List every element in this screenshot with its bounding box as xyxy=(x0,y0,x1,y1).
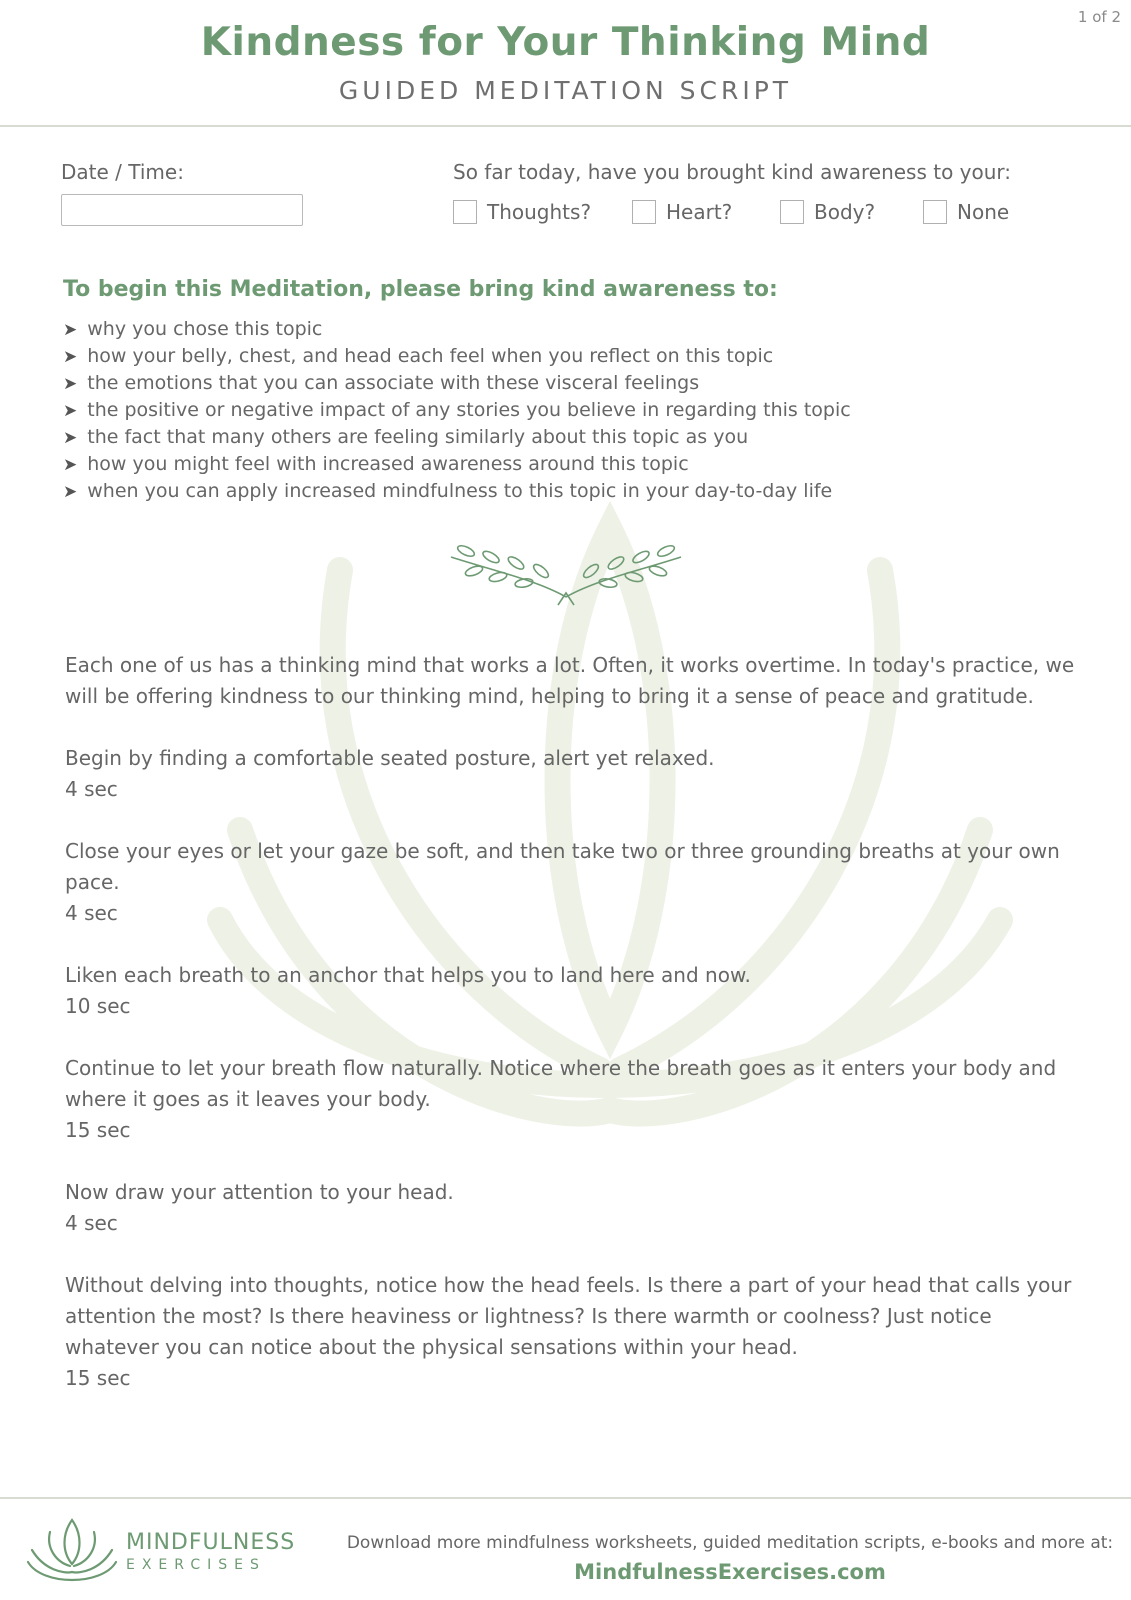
arrow-bullet-icon: ➤ xyxy=(63,455,78,475)
list-item: ➤ when you can apply increased mindfulness to this topic in your day-to-day life xyxy=(63,480,833,502)
checkbox-heart[interactable] xyxy=(632,200,732,224)
arrow-bullet-icon: ➤ xyxy=(63,401,78,421)
script-paragraph xyxy=(65,1053,1075,1146)
list-item: ➤ the emotions that you can associate with these visceral feelings xyxy=(63,372,700,394)
list-item: ➤ how your belly, chest, and head each feel when you reflect on this topic xyxy=(63,345,774,367)
pause-duration: 4 sec xyxy=(65,777,118,801)
arrow-bullet-icon: ➤ xyxy=(63,374,78,394)
script-text: Begin by finding a comfortable seated posture, alert yet relaxed. xyxy=(65,746,715,770)
script-text: Without delving into thoughts, notice how the head feels. Is there a part of your head that calls your attention the most? Is there heaviness or lightness? Is there warmth or coolness? Just notice whatever you can notice about the physical sensations within your head. xyxy=(65,1273,1072,1359)
checkbox-label: Heart? xyxy=(666,200,733,224)
footer-divider xyxy=(0,1497,1131,1499)
arrow-bullet-icon: ➤ xyxy=(63,482,78,502)
list-item: ➤ the fact that many others are feeling similarly about this topic as you xyxy=(63,426,749,448)
script-text: Each one of us has a thinking mind that works a lot. Often, it works overtime. In today's practice, we will be offering kindness to our thinking mind, helping to bring it a sense of peace and gratitude. xyxy=(65,653,1075,708)
page-indicator: 1 of 2 xyxy=(1077,8,1121,26)
checkbox-none[interactable] xyxy=(923,200,1009,224)
intro-heading: To begin this Meditation, please bring kind awareness to: xyxy=(63,277,778,302)
checkbox-box[interactable] xyxy=(453,200,477,224)
list-item: ➤ why you chose this topic xyxy=(63,318,323,340)
header-divider xyxy=(0,125,1131,127)
script-text: Now draw your attention to your head. xyxy=(65,1180,454,1204)
pause-duration: 15 sec xyxy=(65,1366,131,1390)
arrow-bullet-icon: ➤ xyxy=(63,320,78,340)
checkbox-box[interactable] xyxy=(632,200,656,224)
page-subtitle: GUIDED MEDITATION SCRIPT xyxy=(338,76,793,105)
script-text: Liken each breath to an anchor that helps you to land here and now. xyxy=(65,963,751,987)
awareness-question: So far today, have you brought kind awareness to your: xyxy=(453,160,1012,184)
checkbox-label: Thoughts? xyxy=(487,200,592,224)
script-text: Continue to let your breath flow naturally. Notice where the breath goes as it enters your body and where it goes as it leaves your body. xyxy=(65,1056,1057,1111)
pause-duration: 15 sec xyxy=(65,1118,131,1142)
meditation-script xyxy=(65,650,1075,1425)
pause-duration: 10 sec xyxy=(65,994,131,1018)
checkbox-body[interactable] xyxy=(780,200,875,224)
website-link[interactable]: MindfulnessExercises.com xyxy=(574,1560,886,1584)
brand-logo[interactable] xyxy=(126,1530,295,1573)
checkbox-label: None xyxy=(957,200,1010,224)
list-item: ➤ the positive or negative impact of any stories you believe in regarding this topic xyxy=(63,399,851,421)
lotus-logo-icon xyxy=(22,1512,122,1592)
brand-name: MINDFULNESS xyxy=(126,1530,296,1555)
script-text: Close your eyes or let your gaze be soft, and then take two or three grounding breaths at your own pace. xyxy=(65,839,1060,894)
checkbox-box[interactable] xyxy=(780,200,804,224)
script-paragraph xyxy=(65,650,1075,712)
laurel-divider-icon xyxy=(446,535,686,607)
pause-duration: 4 sec xyxy=(65,1211,118,1235)
brand-subtitle: EXERCISES xyxy=(126,1557,266,1573)
intro-bullet-list xyxy=(63,316,851,505)
page-title: Kindness for Your Thinking Mind xyxy=(200,20,931,65)
script-paragraph xyxy=(65,1177,1075,1239)
checkbox-thoughts[interactable] xyxy=(453,200,591,224)
arrow-bullet-icon: ➤ xyxy=(63,428,78,448)
download-text: Download more mindfulness worksheets, guided meditation scripts, e-books and more at: xyxy=(346,1533,1114,1553)
list-item: ➤ how you might feel with increased awareness around this topic xyxy=(63,453,689,475)
date-time-field[interactable] xyxy=(61,194,303,226)
date-time-label: Date / Time: xyxy=(61,160,184,184)
script-paragraph xyxy=(65,836,1075,929)
checkbox-label: Body? xyxy=(814,200,876,224)
script-paragraph xyxy=(65,743,1075,805)
script-paragraph xyxy=(65,960,1075,1022)
script-paragraph xyxy=(65,1270,1075,1394)
pause-duration: 4 sec xyxy=(65,901,118,925)
arrow-bullet-icon: ➤ xyxy=(63,347,78,367)
checkbox-box[interactable] xyxy=(923,200,947,224)
